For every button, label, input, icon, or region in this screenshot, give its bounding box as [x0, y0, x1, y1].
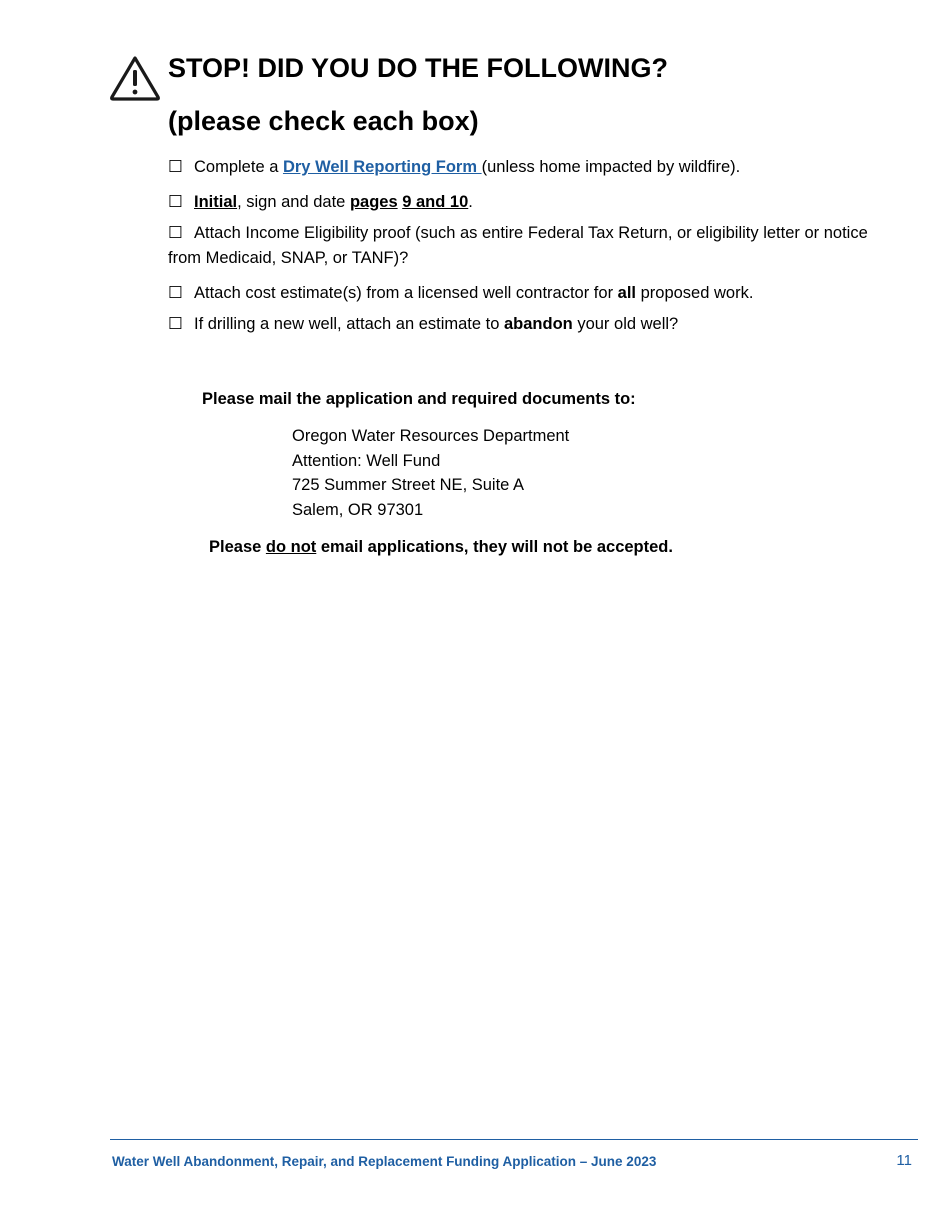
- dry-well-reporting-form-link[interactable]: Dry Well Reporting Form: [282, 158, 482, 176]
- checkbox-abandon-estimate[interactable]: ☐: [168, 315, 183, 333]
- notice-prefix: Please: [209, 538, 266, 556]
- mail-heading: Please mail the application and required documents to:: [202, 390, 636, 408]
- item5-prefix: If drilling a new well, attach an estimate to: [194, 315, 504, 333]
- no-email-notice: [209, 535, 673, 559]
- item2-initial: Initial: [194, 193, 238, 211]
- item2-pages: pages: [349, 193, 398, 211]
- checkbox-initial-sign[interactable]: ☐: [168, 193, 183, 211]
- checklist-item-cost-estimate: [168, 281, 868, 306]
- page-number: 11: [896, 1152, 912, 1169]
- item5-suffix: your old well?: [572, 315, 679, 333]
- checklist-item-initial-sign: [168, 190, 868, 215]
- item4-bold: all: [617, 284, 637, 302]
- page-subtitle: (please check each box): [168, 106, 479, 136]
- checklist-item-dry-well-form: [168, 155, 868, 180]
- page-title: STOP! DID YOU DO THE FOLLOWING?: [168, 53, 669, 83]
- item1-suffix: (unless home impacted by wildfire).: [481, 158, 741, 176]
- checkbox-dry-well-form[interactable]: ☐: [168, 158, 183, 176]
- address-line-3: 725 Summer Street NE, Suite A: [292, 476, 525, 495]
- checkbox-income-proof[interactable]: ☐: [168, 224, 183, 242]
- address-line-1: Oregon Water Resources Department: [292, 427, 570, 445]
- footer-divider: [110, 1139, 918, 1140]
- checklist-item-income-proof: [168, 221, 868, 271]
- item4-prefix: Attach cost estimate(s) from a licensed well contractor for: [194, 284, 618, 302]
- item3-text: Attach Income Eligibility proof (such as entire Federal Tax Return, or eligibility letter or notice from Medicaid, SNAP, or TANF)?: [168, 224, 868, 267]
- checklist: [168, 155, 868, 337]
- address-line-2: Attention: Well Fund: [292, 451, 441, 470]
- item2-end: .: [468, 193, 473, 211]
- item1-prefix: Complete a: [194, 158, 283, 176]
- address-line-4: Salem, OR 97301: [292, 501, 424, 520]
- notice-suffix: email applications, they will not be accepted.: [316, 538, 673, 556]
- mailing-address: [292, 424, 569, 523]
- warning-icon: [108, 54, 162, 102]
- footer-title: Water Well Abandonment, Repair, and Replacement Funding Application – June 2023: [112, 1154, 657, 1169]
- item4-suffix: proposed work.: [636, 284, 754, 302]
- checklist-item-abandon-estimate: [168, 312, 868, 337]
- item5-bold: abandon: [504, 315, 573, 333]
- checkbox-cost-estimate[interactable]: ☐: [168, 284, 183, 302]
- notice-underlined: do not: [265, 538, 317, 556]
- item2-mid: , sign and date: [237, 193, 350, 211]
- item2-page-numbers: 9 and 10: [402, 193, 469, 211]
